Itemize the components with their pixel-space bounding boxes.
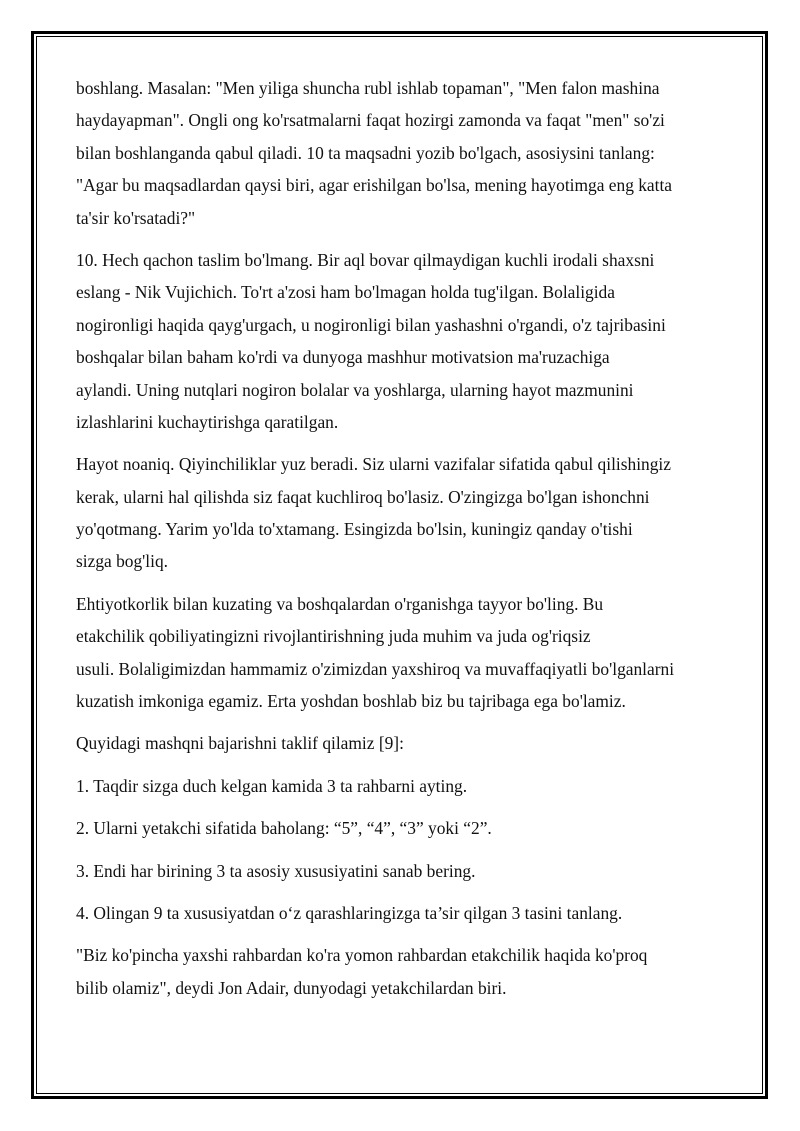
text-line: bilib olamiz", deydi Jon Adair, dunyodagi yetakchilardan biri. [76,977,507,998]
text-line: Hayot noaniq. Qiyinchiliklar yuz beradi. Siz ularni vazifalar sifatida qabul qilishingiz [76,454,671,475]
text-line: 1. Taqdir sizga duch kelgan kamida 3 ta rahbarni ayting. [76,775,468,796]
text-line: 10. Hech qachon taslim bo'lmang. Bir aql bovar qilmaydigan kuchli irodali shaxsni [76,249,655,270]
paragraph-exercise-intro [76,727,726,759]
text-line: ta'sir ko'rsatadi?" [76,207,196,228]
text-line: boshlang. Masalan: "Men yiliga shuncha rubl ishlab topaman", "Men falon mashina [76,78,660,98]
text-line: usuli. Bolaligimizdan hammamiz o'zimizdan yaxshiroq va muvaffaqiyatli bo'lganlarni [76,658,675,679]
text-line: sizga bog'liq. [76,551,169,572]
text-line: Quyidagi mashqni bajarishni taklif qilamiz [9]: [76,733,404,754]
document-body [76,72,726,1014]
list-item-4 [76,897,726,929]
list-item-1 [76,770,726,802]
text-line: etakchilik qobiliyatingizni rivojlantirishning juda muhim va juda og'riqsiz [76,626,591,647]
text-line: izlashlarini kuchaytirishga qaratilgan. [76,411,339,432]
paragraph-observe-learn [76,588,726,718]
list-item-3 [76,855,726,887]
paragraph-never-give-up [76,244,726,438]
text-line: "Agar bu maqsadlardan qaysi biri, agar erishilgan bo'lsa, mening hayotimga eng katta [76,175,673,196]
text-line: 3. Endi har birining 3 ta asosiy xususiyatini sanab bering. [76,860,476,881]
text-line: haydayapman". Ongli ong ko'rsatmalarni faqat hozirgi zamonda va faqat "men" so'zi [76,110,665,131]
text-line: 4. Olingan 9 ta xususiyatdan o‘z qarashlaringizga ta’sir qilgan 3 tasini tanlang. [76,902,623,923]
text-line: eslang - Nik Vujichich. To'rt a'zosi ham bo'lmagan holda tug'ilgan. Bolaligida [76,282,615,303]
paragraph-quote [76,939,726,1004]
paragraph-life-uncertain [76,448,726,578]
text-line: 2. Ularni yetakchi sifatida baholang: “5”, “4”, “3” yoki “2”. [76,818,492,839]
text-line: nogironligi haqida qayg'urgach, u nogironligi bilan yashashni o'rgandi, o'z tajribasini [76,314,666,335]
list-item-2 [76,812,726,844]
text-line: "Biz ko'pincha yaxshi rahbardan ko'ra yomon rahbardan etakchilik haqida ko'proq [76,945,648,966]
text-line: Ehtiyotkorlik bilan kuzating va boshqalardan o'rganishga tayyor bo'ling. Bu [76,593,604,614]
text-line: kuzatish imkoniga egamiz. Erta yoshdan boshlab biz bu tajribaga ega bo'lamiz. [76,691,626,712]
text-line: bilan boshlanganda qabul qiladi. 10 ta maqsadni yozib bo'lgach, asosiysini tanlang: [76,142,655,163]
text-line: kerak, ularni hal qilishda siz faqat kuchliroq bo'lasiz. O'zingizga bo'lgan ishonchni [76,486,650,507]
text-line: yo'qotmang. Yarim yo'lda to'xtamang. Esingizda bo'lsin, kuningiz qanday o'tishi [76,519,633,540]
paragraph-goals-continued [76,72,726,234]
text-line: boshqalar bilan baham ko'rdi va dunyoga mashhur motivatsion ma'ruzachiga [76,347,610,368]
text-line: aylandi. Uning nutqlari nogiron bolalar va yoshlarga, ularning hayot mazmunini [76,379,634,400]
